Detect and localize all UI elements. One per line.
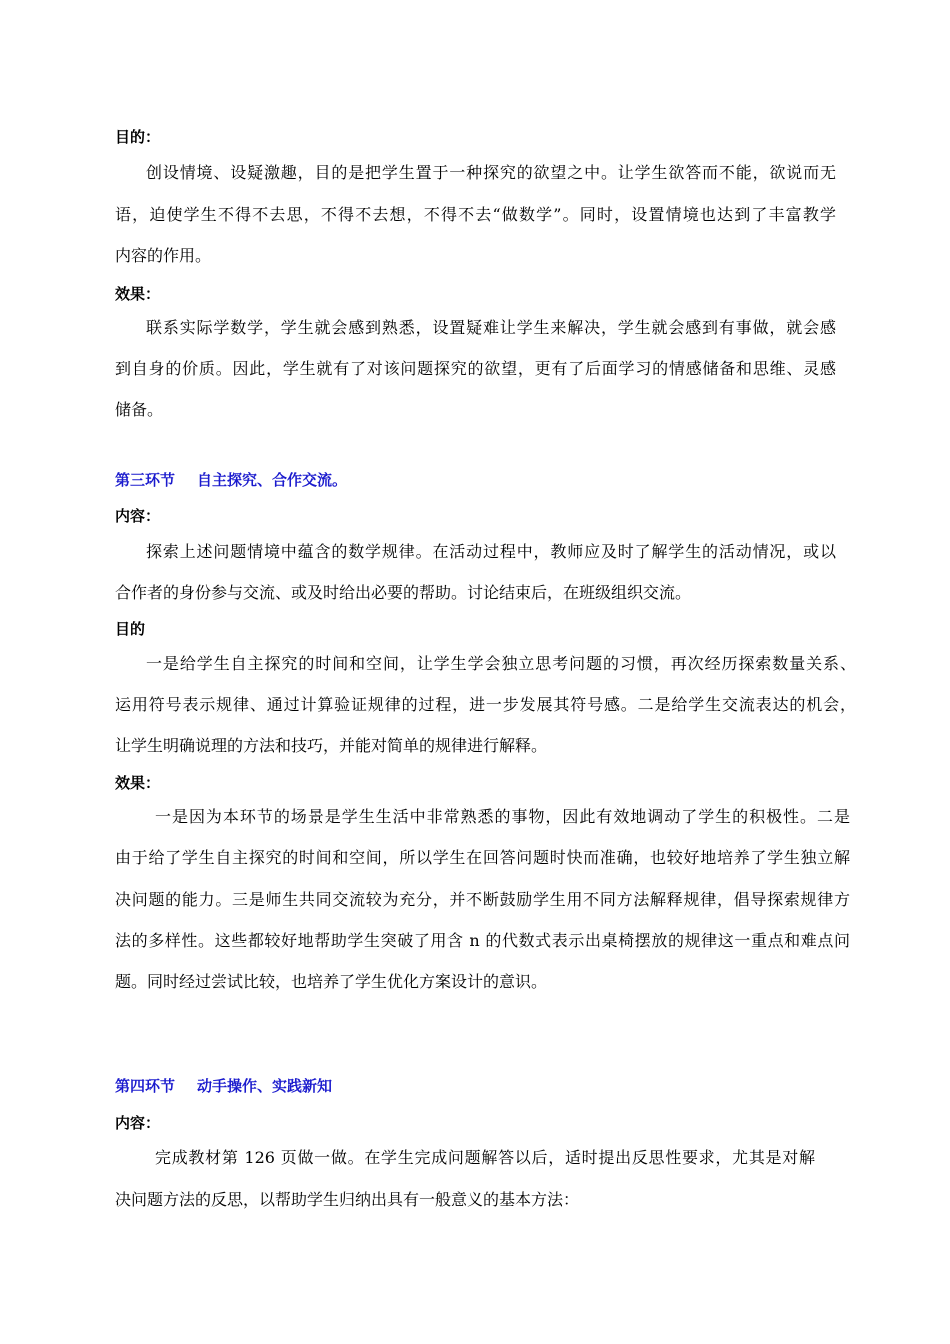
- section-number: 第四环节: [115, 1077, 176, 1095]
- paragraph-line: 储备。: [115, 400, 164, 419]
- paragraph-line: 一是给学生自主探究的时间和空间，让学生学会独立思考问题的习惯，再次经历探索数量关系、: [146, 654, 856, 673]
- paragraph-line: 创设情境、设疑激趣，目的是把学生置于一种探究的欲望之中。让学生欲答而不能，欲说而无: [146, 163, 836, 182]
- paragraph-line: 探索上述问题情境中蕴含的数学规律。在活动过程中，教师应及时了解学生的活动情况，或以: [146, 542, 836, 561]
- effect-label: 效果：: [115, 774, 161, 792]
- content-label: 内容：: [115, 1114, 161, 1132]
- paragraph-line: 决问题方法的反思，以帮助学生归纳出具有一般意义的基本方法：: [115, 1190, 580, 1209]
- section-title: 自主探究、合作交流。: [197, 471, 348, 489]
- paragraph-line: 题。同时经过尝试比较，也培养了学生优化方案设计的意识。: [115, 972, 548, 991]
- paragraph-line: 运用符号表示规律、通过计算验证规律的过程，进一步发展其符号感。二是给学生交流表达的机会，: [115, 695, 856, 714]
- paragraph-line: 决问题的能力。三是师生共同交流较为充分，并不断鼓励学生用不同方法解释规律，倡导探索规律方: [115, 890, 850, 909]
- section-heading-4: [115, 1076, 855, 1096]
- paragraph-line: 联系实际学数学，学生就会感到熟悉，设置疑难让学生来解决，学生就会感到有事做，就会感: [146, 318, 836, 337]
- paragraph-line: 让学生明确说理的方法和技巧，并能对简单的规律进行解释。: [115, 736, 548, 755]
- section-title: 动手操作、实践新知: [197, 1077, 333, 1095]
- paragraph-line: 完成教材第 126 页做一做。在学生完成问题解答以后，适时提出反思性要求，尤其是对解: [155, 1148, 815, 1167]
- effect-label: 效果：: [115, 285, 161, 303]
- section-number: 第三环节: [115, 471, 176, 489]
- paragraph-line: 一是因为本环节的场景是学生生活中非常熟悉的事物，因此有效地调动了学生的积极性。二是: [155, 807, 850, 826]
- paragraph-line: 内容的作用。: [115, 246, 212, 265]
- section-heading-3: [115, 470, 855, 490]
- paragraph-line: 到自身的价质。因此，学生就有了对该问题探究的欲望，更有了后面学习的情感储备和思维、灵感: [115, 359, 836, 378]
- purpose-label: 目的：: [115, 128, 161, 146]
- paragraph-line: 法的多样性。这些都较好地帮助学生突破了用含 n 的代数式表示出桌椅摆放的规律这一重点和难点问: [115, 931, 850, 950]
- purpose-label: 目的: [115, 620, 146, 638]
- content-label: 内容：: [115, 507, 161, 525]
- paragraph-line: 由于给了学生自主探究的时间和空间，所以学生在回答问题时快而准确，也较好地培养了学生独立解: [115, 848, 850, 867]
- paragraph-line: 合作者的身份参与交流、或及时给出必要的帮助。讨论结束后，在班级组织交流。: [115, 583, 692, 602]
- paragraph-line: 语，迫使学生不得不去思，不得不去想，不得不去“做数学”。同时，设置情境也达到了丰富教学: [115, 205, 836, 224]
